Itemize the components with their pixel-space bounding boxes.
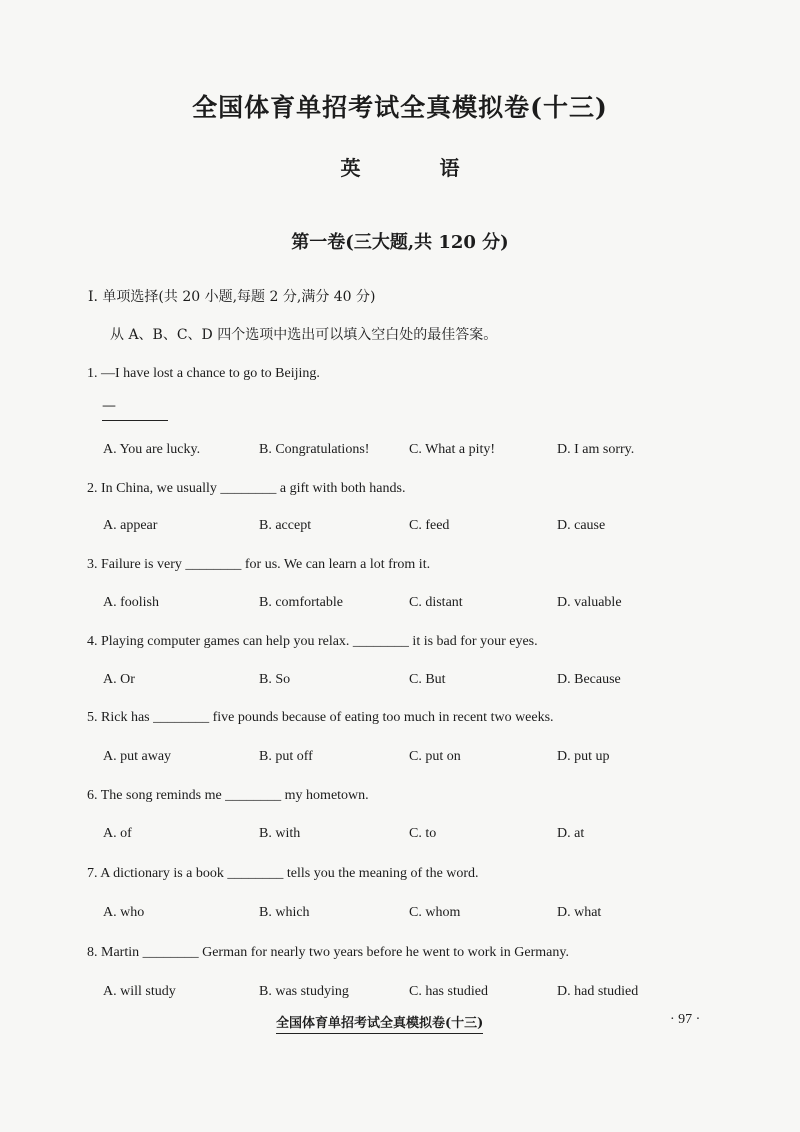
option-5-b: B. put off [259, 749, 313, 764]
option-7-b: B. which [259, 905, 310, 920]
option-8-d: D. had studied [557, 984, 639, 999]
option-7-c: C. whom [409, 905, 461, 920]
page-number: · 97 · [670, 1012, 701, 1027]
option-4-a: A. Or [103, 672, 135, 687]
option-6-d: D. at [557, 826, 585, 841]
question-6: 6. The song reminds me ________ my hometown. [87, 788, 369, 803]
option-4-b: B. So [259, 672, 291, 687]
option-1-c: C. What a pity! [409, 442, 496, 457]
option-4-c: C. But [409, 672, 446, 687]
section-heading: Ⅰ. 单项选择(共 20 小题,每题 2 分,满分 40 分) [88, 289, 376, 305]
question-3: 3. Failure is very ________ for us. We can learn a lot from it. [87, 557, 431, 572]
option-3-d: D. valuable [557, 595, 622, 610]
question-7: 7. A dictionary is a book ________ tells you the meaning of the word. [87, 866, 479, 881]
option-8-a: A. will study [103, 984, 176, 999]
option-8-c: C. has studied [409, 984, 488, 999]
option-5-d: D. put up [557, 749, 610, 764]
option-5-a: A. put away [103, 749, 172, 764]
option-1-b: B. Congratulations! [259, 442, 370, 457]
question-8: 8. Martin ________ German for nearly two years before he went to work in Germany. [87, 945, 569, 960]
option-6-c: C. to [409, 826, 437, 841]
section-instruction: 从 A、B、C、D 四个选项中选出可以填入空白处的最佳答案。 [110, 327, 498, 343]
answer-line-dash: — [102, 398, 116, 414]
option-2-b: B. accept [259, 518, 312, 533]
option-3-a: A. foolish [103, 595, 159, 610]
option-3-b: B. comfortable [259, 595, 343, 610]
option-2-c: C. feed [409, 518, 450, 533]
option-1-a: A. You are lucky. [103, 442, 201, 457]
option-5-c: C. put on [409, 749, 461, 764]
option-2-a: A. appear [103, 518, 158, 533]
question-4: 4. Playing computer games can help you relax. ________ it is bad for your eyes. [87, 634, 538, 649]
question-5: 5. Rick has ________ five pounds because of eating too much in recent two weeks. [87, 710, 554, 725]
volume-heading: 第一卷(三大题,共 120 分) [291, 232, 509, 253]
option-8-b: B. was studying [259, 984, 349, 999]
option-2-d: D. cause [557, 518, 606, 533]
subject-title: 英 语 [340, 156, 496, 180]
footer-title: 全国体育单招考试全真模拟卷(十三) [276, 1012, 483, 1034]
option-7-a: A. who [103, 905, 145, 920]
option-7-d: D. what [557, 905, 602, 920]
option-6-a: A. of [103, 826, 132, 841]
option-1-d: D. I am sorry. [557, 442, 635, 457]
question-2: 2. In China, we usually ________ a gift with both hands. [87, 481, 406, 496]
option-4-d: D. Because [557, 672, 621, 687]
exam-title: 全国体育单招考试全真模拟卷(十三) [192, 93, 608, 122]
option-6-b: B. with [259, 826, 301, 841]
option-3-c: C. distant [409, 595, 463, 610]
answer-blank-line [102, 402, 168, 421]
question-1: 1. —I have lost a chance to go to Beijing. [87, 366, 320, 381]
